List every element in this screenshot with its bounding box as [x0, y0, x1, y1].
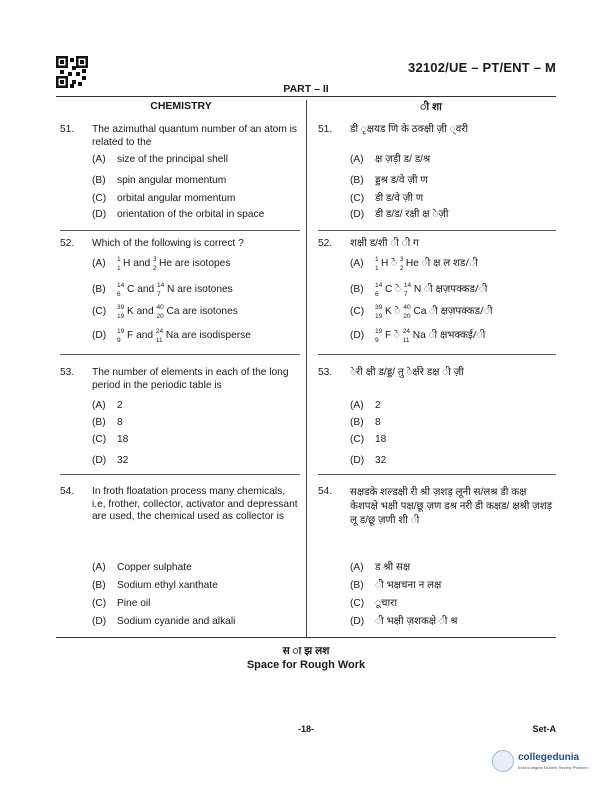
section-title-hi: ी शा [420, 101, 442, 113]
option-c[interactable]: (C) orbital angular momentum [92, 193, 236, 204]
question-stem: शक्षी ड/शी ी ी ग [350, 238, 419, 249]
top-divider [56, 96, 556, 97]
option-a[interactable]: (A) 2 [350, 400, 381, 411]
question-number: 54. [60, 486, 75, 497]
option-b[interactable]: (B) ड्डश्र ड/वे ज़ी ण [350, 175, 428, 186]
option-a[interactable]: (A) 1 1 H and 3 2 He are isotopes [92, 256, 231, 272]
rough-work-heading-hi: स ा झ लश [282, 645, 330, 657]
option-c[interactable]: (C) 18 [92, 434, 129, 445]
question-number: 51. [60, 124, 75, 135]
option-a[interactable]: (A) size of the principal shell [92, 154, 228, 165]
question-stem: In froth floatation process many chemicals, i.e, frother, collector, activator and depressant are used, the chemical used as collector is [92, 486, 298, 522]
question-stem: The number of elements in each of the long period in the periodic table is [92, 367, 289, 391]
collegedunia-logo [492, 748, 602, 782]
question-separator [318, 474, 556, 475]
option-b[interactable]: (B) Sodium ethyl xanthate [92, 580, 218, 591]
option-d[interactable]: (D) 19 9 F 24 11 Na ी क्षभक्कई/ी [350, 328, 486, 344]
question-number: 53. [318, 367, 333, 378]
option-b[interactable]: (B) 14 6 C and 14 7 N are isotones [92, 282, 233, 298]
question-separator [60, 474, 300, 475]
question-stem: Which of the following is correct ? [92, 238, 244, 249]
question-separator [318, 354, 556, 355]
question-number: 51. [318, 124, 333, 135]
question-stem: सक्षडके शल्डक्षी री श्री ज़शड़ लूनी स/लश्र डी कक्ष केशपक्षे भक्षी पक्ष/छू ज़ण डश्र नरी डी कक्षड/ क्षश्री ज़शड़ लू ड/छू ज़णी शी ी [350, 487, 553, 526]
option-a[interactable]: (A) Copper sulphate [92, 562, 192, 573]
mascot-icon [492, 750, 514, 772]
option-c[interactable]: (C) 18 [350, 434, 387, 445]
option-a[interactable]: (A) 2 [92, 400, 123, 411]
option-d[interactable]: (D) Sodium cyanide and alkali [92, 616, 236, 627]
option-c[interactable]: (C) 39 19 K 40 20 Ca ी क्षज़पक्कड/ी [350, 304, 493, 320]
question-stem: ेरी क्षी ड/ड्ड/ तु ेर्क्षरे डक्ष ी ज़ी [350, 367, 464, 378]
option-a[interactable]: (A) ड श्री सक्ष [350, 562, 411, 573]
section-title-en: CHEMISTRY [150, 100, 212, 112]
option-d[interactable]: (D) 32 [350, 455, 387, 466]
question-number: 53. [60, 367, 75, 378]
option-b[interactable]: (B) ी भक्षचना न लक्ष [350, 580, 442, 591]
column-divider [306, 100, 307, 637]
question-number: 52. [60, 238, 75, 249]
option-b[interactable]: (B) 8 [350, 417, 381, 428]
option-c[interactable]: (C) Pine oil [92, 598, 151, 609]
option-b[interactable]: (B) spin angular momentum [92, 175, 227, 186]
option-b[interactable]: (B) 14 6 C 14 7 N ी क्षज़पक्कड/ी [350, 282, 488, 298]
logo-tagline: India's largest Student Review Platform [518, 765, 588, 770]
rough-work-heading: Space for Rough Work [246, 659, 366, 671]
question-stem: डी ृक्षयड णि के ठक्क्षी ज़ी ्वरी [350, 124, 469, 135]
bottom-divider [56, 637, 556, 638]
option-d[interactable]: (D) ी भक्षी ज़शकक्षे ी श्र [350, 616, 458, 627]
option-d[interactable]: (D) डी ड/ड/ रक्षी क्ष ेज़ी [350, 209, 449, 220]
option-d[interactable]: (D) 32 [92, 455, 129, 466]
option-b[interactable]: (B) 8 [92, 417, 123, 428]
part-heading: PART – II [283, 83, 329, 95]
option-a[interactable]: (A) क्ष ज़ड़ी ड/ ड/श्र [350, 154, 431, 165]
option-d[interactable]: (D) orientation of the orbital in space [92, 209, 265, 220]
question-separator [318, 230, 556, 231]
question-number: 54. [318, 486, 333, 497]
option-d[interactable]: (D) 19 9 F and 24 11 Na are isodisperse [92, 328, 251, 344]
paper-code: 32102/UE – PT/ENT – M [408, 60, 556, 75]
question-separator [60, 354, 300, 355]
option-c[interactable]: (C) ूचारा [350, 598, 397, 609]
question-stem: The azimuthal quantum number of an atom is related to the [92, 124, 297, 148]
logo-text: collegedunia [518, 752, 580, 763]
option-a[interactable]: (A) 1 1 H 3 2 He ी क्ष ल शड/ी [350, 256, 478, 272]
question-number: 52. [318, 238, 333, 249]
option-c[interactable]: (C) 39 19 K and 40 20 Ca are isotones [92, 304, 238, 320]
option-c[interactable]: (C) डी ड/वे ज़ी ण [350, 193, 424, 204]
set-label: Set-A [532, 724, 556, 734]
page-number: -18- [297, 724, 314, 734]
question-separator [60, 230, 300, 231]
